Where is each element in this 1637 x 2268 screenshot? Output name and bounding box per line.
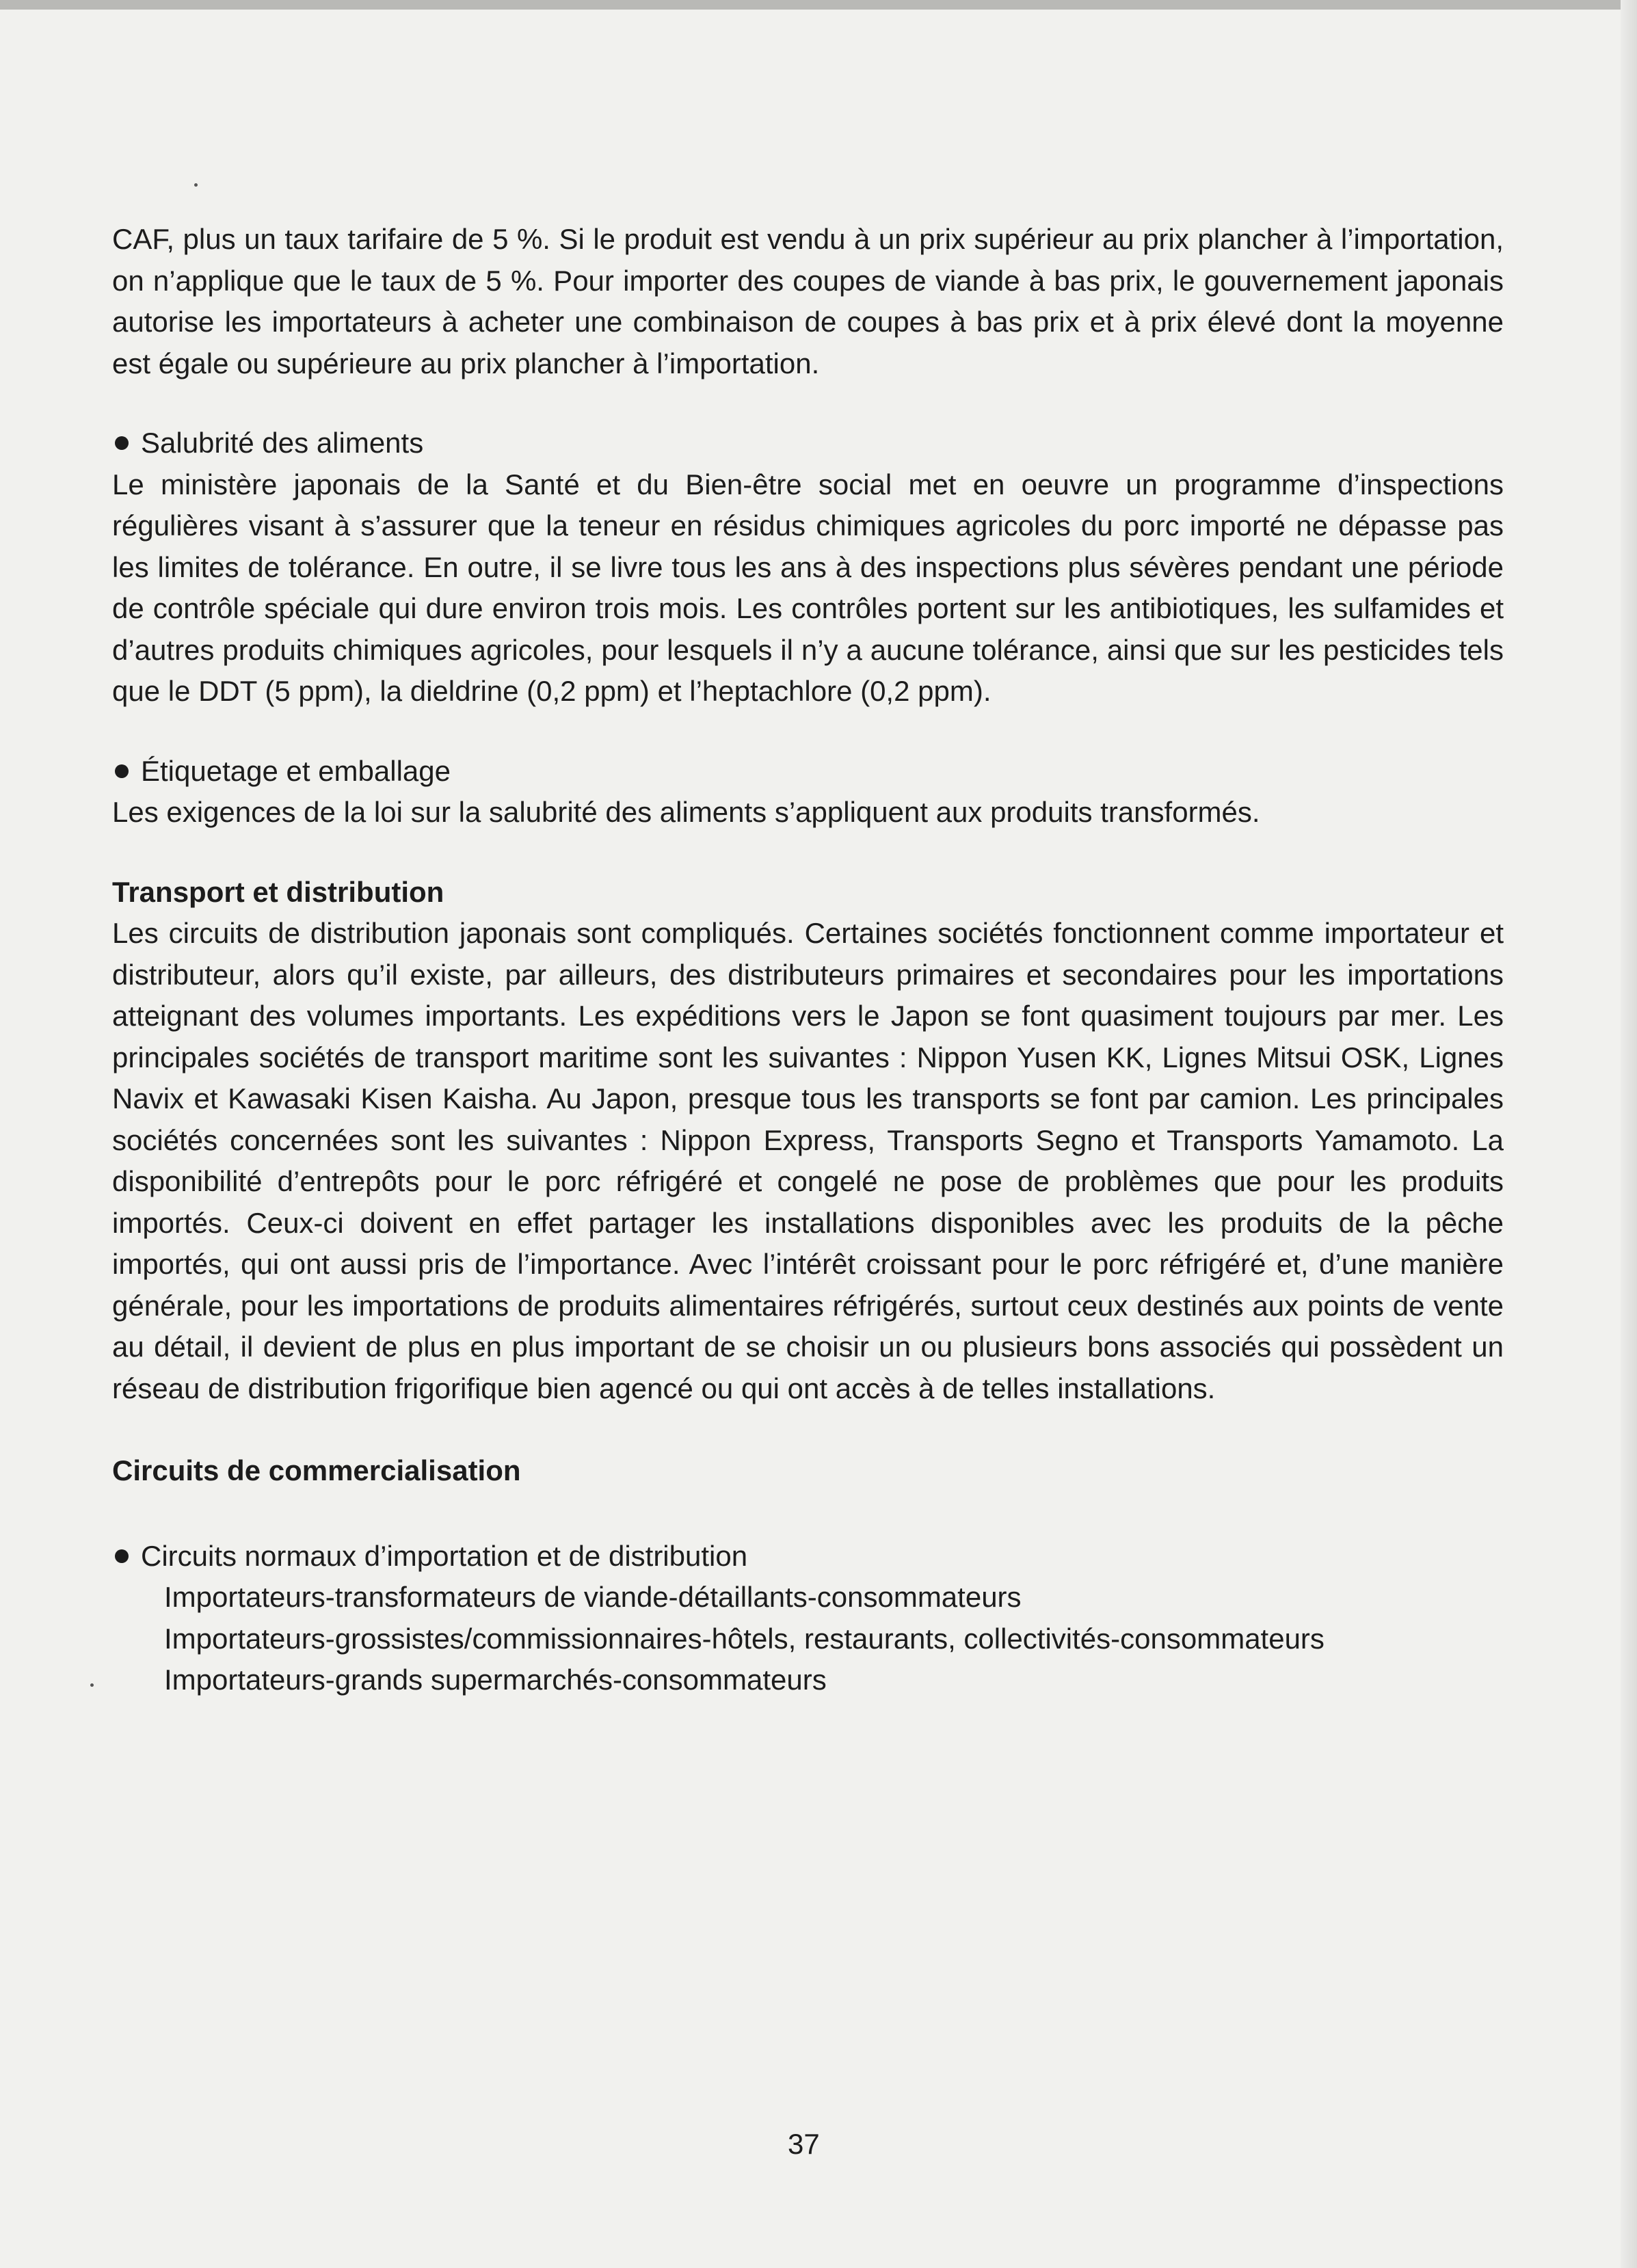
labelling-heading (112, 751, 1504, 792)
list-item: Importateurs-grands supermarchés-consommateurs (164, 1664, 827, 1696)
channel-list (112, 1577, 1504, 1701)
main-text (112, 219, 1504, 1701)
scan-right-edge (1621, 0, 1637, 2268)
food-safety-heading-text: Salubrité des aliments (141, 427, 424, 459)
intro-paragraph: CAF, plus un taux tarifaire de 5 %. Si le produit est vendu à un prix supérieur au prix plancher à l’importation, on n’applique que le taux de 5 %. Pour importer des coupes de viande à bas prix, le gouvernement japonais autorise les importateurs à acheter une combinaison de coupes à bas prix et à prix élevé dont la moyenne est égale ou supérieure au prix plancher à l’importation. (112, 223, 1504, 379)
food-safety-paragraph: Le ministère japonais de la Santé et du Bien-être social met en oeuvre un programme d’inspections régulières visant à s’assurer que la teneur en résidus chimiques agricoles du porc importé ne dépasse pas les limites de tolérance. En outre, il se livre tous les ans à des inspections plus sévères pendant une période de contrôle spéciale qui dure environ trois mois. Les contrôles portent sur les antibiotiques, les sulfamides et d’autres produits chimiques agricoles, pour lesquels il n’y a aucune tolérance, ainsi que sur les pesticides tels que le DDT (5 ppm), la dieldrine (0,2 ppm) et l’heptachlore (0,2 ppm). (112, 468, 1504, 707)
list-item: Importateurs-grossistes/commissionnaires-hôtels, restaurants, collectivités-consommateurs (164, 1622, 1325, 1655)
scan-speck (194, 183, 198, 187)
scan-speck (90, 1683, 94, 1687)
bullet-dot-icon (115, 436, 129, 450)
channels-subheading-text: Circuits normaux d’importation et de distribution (141, 1539, 748, 1572)
labelling-paragraph: Les exigences de la loi sur la salubrité des aliments s’appliquent aux produits transformés. (112, 796, 1260, 828)
channels-subheading (112, 1536, 1504, 1577)
labelling-heading-text: Étiquetage et emballage (141, 754, 451, 787)
bullet-dot-icon (115, 764, 129, 778)
marketing-heading: Circuits de commercialisation (112, 1454, 521, 1486)
transport-paragraph: Les circuits de distribution japonais sont compliqués. Certaines sociétés fonctionnent comme importateur et distributeur, alors qu’il existe, par ailleurs, des distributeurs primaires et secondaires pour les importations atteignant des volumes importants. Les expéditions vers le Japon se font quasiment toujours par mer. Les principales sociétés de transport maritime sont les suivantes : Nippon Yusen KK, Lignes Mitsui OSK, Lignes Navix et Kawasaki Kisen Kaisha. Au Japon, presque tous les transports se font par camion. Les principales sociétés concernées sont les suivantes : Nippon Express, Transports Segno et Transports Yamamoto. La disponibilité d’entrepôts pour le porc réfrigéré et congelé ne pose de problèmes que pour les produits importés. Ceux-ci doivent en effet partager les installations disponibles avec les produits de la pêche importés, qui ont aussi pris de l’importance. Avec l’intérêt croissant pour le porc réfrigéré et, d’une manière générale, pour les importations de produits alimentaires réfrigérés, surtout ceux destinés aux points de vente au détail, il devient de plus en plus important de se choisir un ou plusieurs bons associés qui possèdent un réseau de distribution frigorifique bien agencé ou qui ont accès à de telles installations. (112, 917, 1504, 1404)
list-item: Importateurs-transformateurs de viande-détaillants-consommateurs (164, 1581, 1022, 1613)
page-number: 37 (788, 2128, 820, 2160)
distribution-channels (112, 1536, 1504, 1701)
transport-heading: Transport et distribution (112, 875, 444, 908)
scan-top-edge (0, 0, 1637, 10)
food-safety-heading (112, 423, 1504, 464)
bullet-dot-icon (115, 1549, 129, 1563)
